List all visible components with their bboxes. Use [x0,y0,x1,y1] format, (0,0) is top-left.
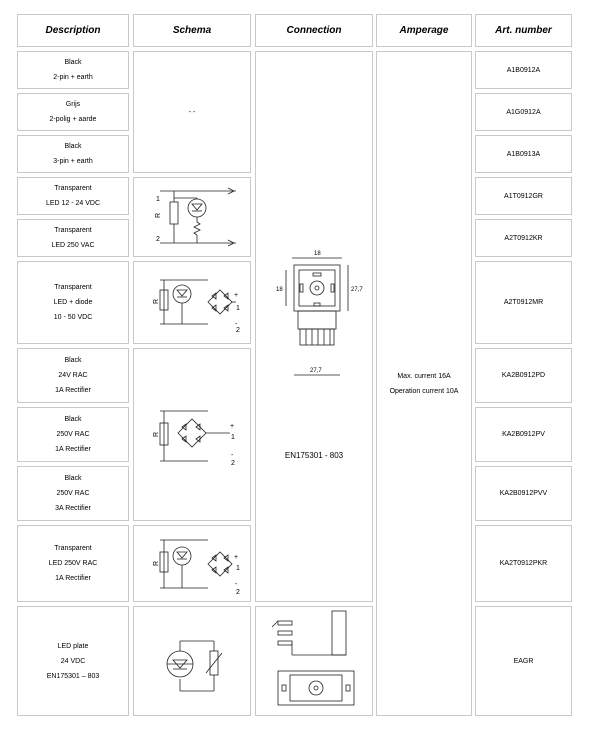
description-line: Black [64,475,82,482]
art-number-cell: KA2B0912PV [475,407,572,462]
header-connection: Connection [255,14,373,47]
art-number-cell: KA2B0912PD [475,348,572,403]
label-minus: - [235,321,238,328]
art-number-cell: A1T0912GR [475,177,572,215]
description-line: LED 250V RAC [48,560,98,567]
led-plate-drawing [256,607,374,717]
led-circuit-diagram [134,178,252,258]
rectifier-circuit-diagram [134,349,252,522]
header-art-number: Art. number [475,14,572,47]
description-line: Black [64,416,82,423]
label-plus: + [234,554,239,561]
label-2: 2 [231,460,235,467]
connection-standard: EN175301 - 803 [284,451,344,460]
description-cell [17,93,129,131]
description-line: 10 - 50 VDC [53,314,93,321]
label-plus: + [230,423,235,430]
schema-cell [133,177,251,257]
label-2: 2 [236,589,240,596]
label-2: 2 [236,327,240,334]
description-cell [17,407,129,462]
description-line: EN175301 – 803 [46,672,100,680]
led-diode-circuit-diagram [134,262,252,345]
dim-top: 18 [314,251,321,257]
description-line: 3A Rectifier [55,505,91,512]
schema-placeholder: - - [188,108,196,116]
schema-cell [133,51,251,173]
description-line: Transparent [54,185,92,192]
description-cell [17,51,129,89]
description-cell [17,135,129,173]
schema-cell [133,606,251,716]
description-line: 1A Rectifier [55,575,91,582]
art-number-cell: KA2B0912PVV [475,466,572,521]
description-line: 250V RAC [56,490,90,497]
art-number-cell: A1G0912A [475,93,572,131]
description-line: Transparent [54,545,92,552]
description-line: LED 12 - 24 VDC [45,200,101,207]
schema-cell [133,525,251,602]
art-number-cell: A1B0912A [475,51,572,89]
description-line: 3-pin + earth [53,158,93,165]
operation-current: Operation current 10A [389,387,459,395]
description-line: 24V RAC [58,372,88,379]
header-schema: Schema [133,14,251,47]
art-number-cell: EAGR [475,606,572,716]
description-line: LED 250 VAC [51,242,95,249]
description-line: Grijs [65,101,81,108]
description-cell [17,525,129,602]
led-rectifier-circuit-diagram [134,526,252,603]
description-cell [17,177,129,215]
art-number-cell: KA2T0912PKR [475,525,572,602]
label-1: 1 [156,196,160,203]
schema-cell [133,348,251,521]
description-line: LED + diode [53,299,93,306]
connection-cell [255,606,373,716]
label-r: R [153,560,160,566]
description-line: 1A Rectifier [55,387,91,394]
label-1: 1 [236,305,240,312]
dim-bottom: 27,7 [310,368,322,374]
description-line: Transparent [54,227,92,234]
label-r: R [155,212,162,218]
led-plate-circuit-diagram [134,607,252,717]
art-number-cell: A1B0913A [475,135,572,173]
description-line: 250V RAC [56,431,90,438]
connector-drawing [256,52,374,603]
description-line: 1A Rectifier [55,446,91,453]
header-amperage: Amperage [376,14,472,47]
art-number-cell: A2T0912MR [475,261,572,344]
connection-cell [255,51,373,602]
dim-left: 18 [276,287,283,293]
label-plus: + [234,292,239,299]
description-cell [17,261,129,344]
label-1: 1 [231,434,235,441]
description-cell [17,219,129,257]
description-line: Black [64,143,82,150]
description-line: Black [64,59,82,66]
dim-right: 27,7 [351,287,363,293]
amperage-cell [376,51,472,716]
description-cell [17,348,129,403]
label-2: 2 [156,236,160,243]
label-minus: - [235,581,238,588]
description-line: Black [64,357,82,364]
description-line: 24 VDC [60,657,86,665]
header-description: Description [17,14,129,47]
max-current: Max. current 16A [397,372,451,380]
label-r: R [153,431,160,437]
description-line: 2-pin + earth [53,74,93,81]
description-line: Transparent [54,284,92,291]
label-minus: - [231,452,234,459]
art-number-cell: A2T0912KR [475,219,572,257]
description-cell [17,606,129,716]
label-1: 1 [236,565,240,572]
description-line: LED plate [57,642,89,650]
description-line: 2-polig + aarde [49,116,97,123]
schema-cell [133,261,251,344]
label-r: R [153,298,160,304]
description-cell [17,466,129,521]
